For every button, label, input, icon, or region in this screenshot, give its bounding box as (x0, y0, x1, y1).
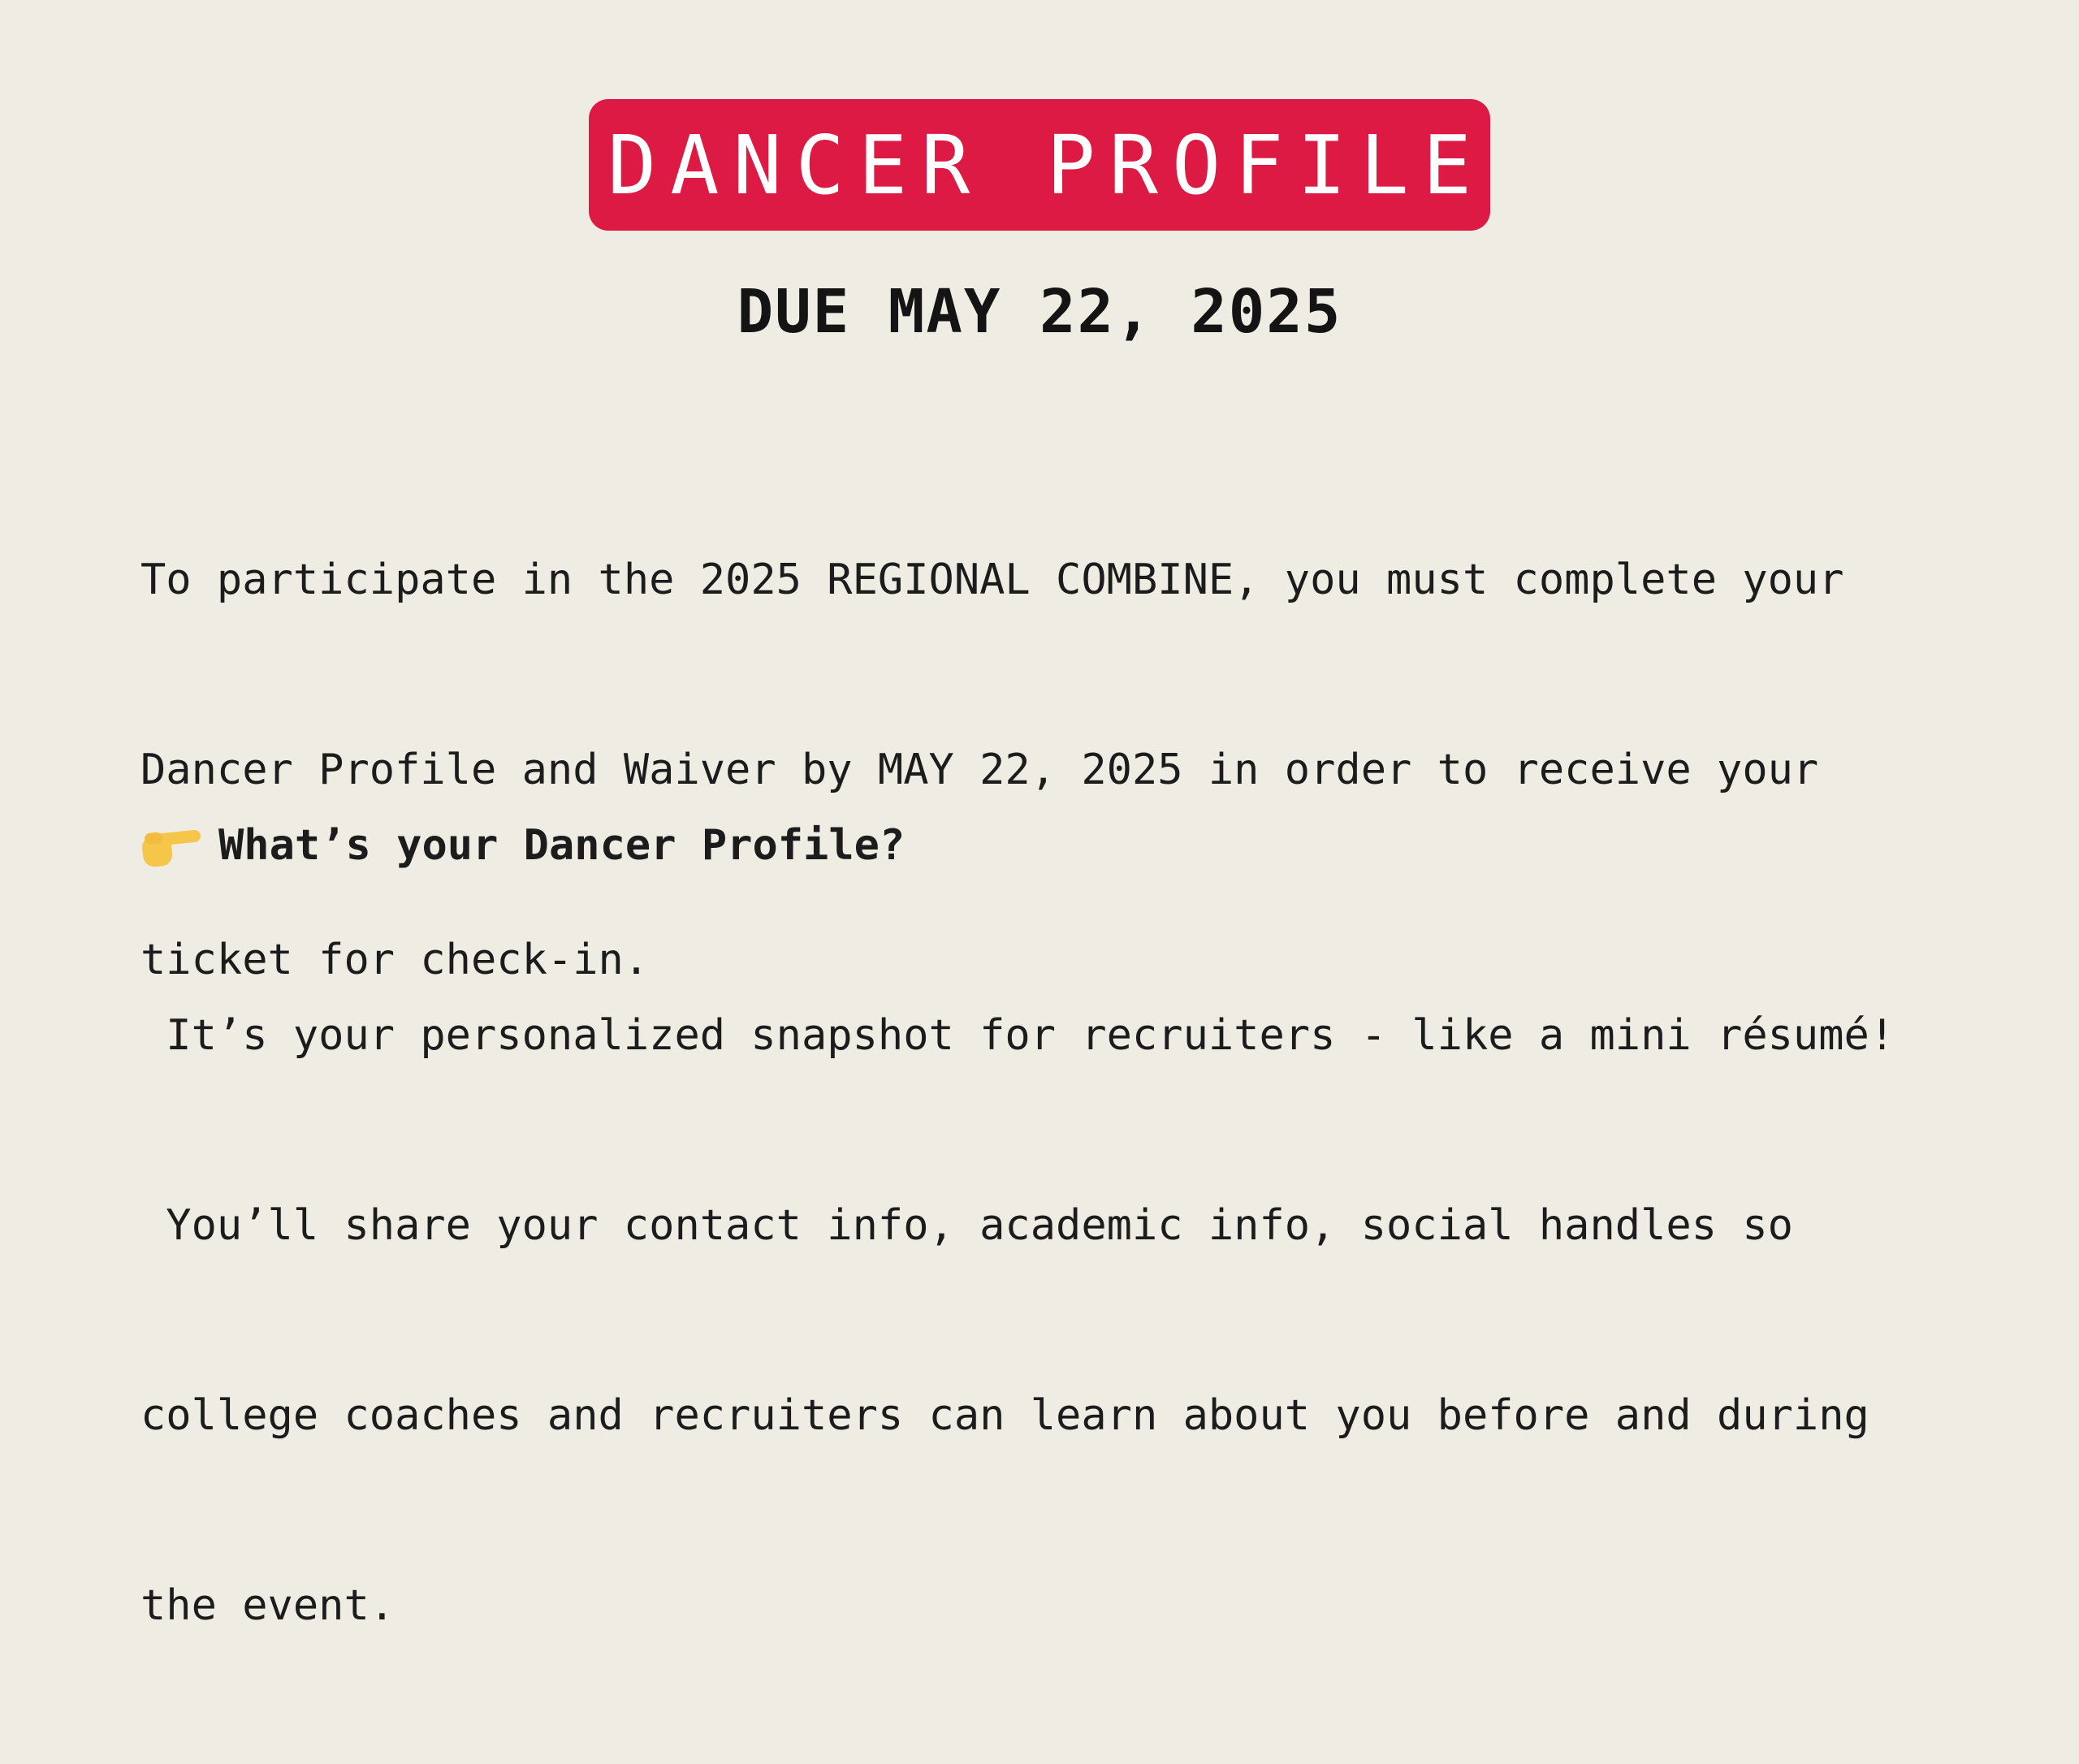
profile-section-heading: What’s your Dancer Profile? (218, 821, 906, 870)
intro-line-3: ticket for check-in. (140, 936, 650, 984)
title-banner (589, 99, 1490, 231)
profile-line-3: college coaches and recruiters can learn about you before and during (140, 1391, 1869, 1440)
profile-info-section (140, 687, 1895, 1764)
page-title: DANCER PROFILE (607, 117, 1485, 213)
intro-line-2: Dancer Profile and Waiver by MAY 22, 2025 in order to receive your (140, 746, 1819, 794)
profile-line-1: It’s your personalized snapshot for recruiters - like a mini résumé! (140, 1011, 1895, 1060)
due-date-heading: DUE MAY 22, 2025 (737, 277, 1342, 347)
pointing-right-hand-icon (138, 819, 204, 871)
profile-heading-row (140, 814, 1895, 877)
profile-line-2: You’ll share your contact info, academic info, social handles so (140, 1201, 1793, 1250)
intro-line-1: To participate in the 2025 REGIONAL COMBINE, you must complete your (140, 556, 1844, 604)
profile-line-4: the event. (140, 1581, 395, 1630)
